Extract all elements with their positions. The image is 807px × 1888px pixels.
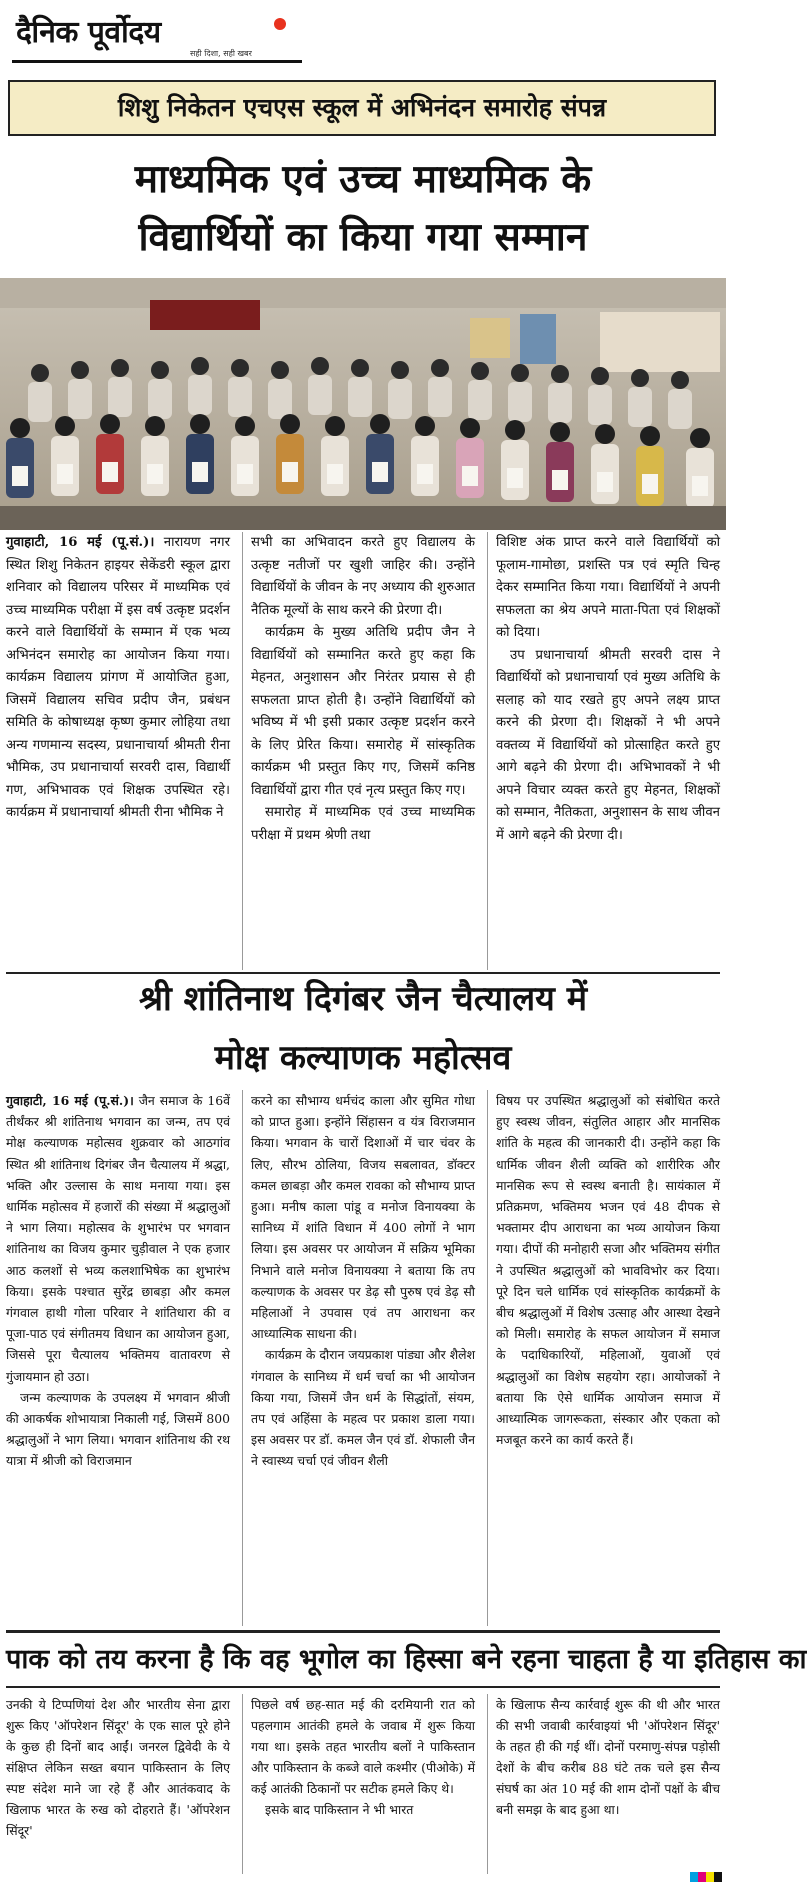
logo-dot-icon: [274, 18, 286, 30]
story1-column-2: [242, 532, 475, 970]
story3-headline: पाक को तय करना है कि वह भूगोल का हिस्सा बने रहना चाहता है या इतिहास का: [6, 1630, 720, 1688]
newspaper-name: दैनिक पूर्वोदय: [16, 15, 161, 50]
story1-col1-text: नारायण नगर स्थित शिशु निकेतन हाइयर सेकेंडरी स्कूल द्वारा शनिवार को विद्यालय परिसर में माध्यमिक एवं उच्च माध्यमिक परीक्षा में इस वर्ष उत्कृष्ट प्रदर्शन करने वाले विद्यार्थियों के सम्मान में एक भव्य अभिनंदन समारोह का आयोजन किया गया। कार्यक्रम विद्यालय प्रांगण में आयोजित हुआ, जिसमें विद्यालय सचिव प्रदीप जैन, प्रबंधन समिति के कोषाध्यक्ष कृष्ण कुमार लोहिया तथा अन्य गणमान्य सदस्य, प्रधानाचार्या श्रीमती रीना भौमिक, उप प्रधानाचार्या सरवरी दास, विद्यार्थी गण, अभिभावक एवं शिक्षक उपस्थित रहे। कार्यक्रम में प्रधानाचार्या श्रीमती रीना भौमिक ने: [6, 535, 230, 820]
story3-col2-text: पिछले वर्ष छह-सात मई की दरमियानी रात को पहलगाम आतंकी हमले के जवाब में शुरू किया गया था। इसके तहत भारतीय बलों ने पाकिस्तान और पाकिस्तान के कब्जे वाले कश्मीर (पीओके) में कई आतंकी ठिकानों पर सटीक हमले किए थे।: [251, 1697, 475, 1796]
story1-col2-p1: सभी का अभिवादन करते हुए विद्यालय के उत्कृष्ट नतीजों पर खुशी जाहिर की। उन्होंने विद्यार्थियों के जीवन के नए अध्याय की शुरुआत नैतिक मूल्यों के साथ करने की प्रेरणा दी।: [251, 535, 475, 618]
story2-col1-p1: जैन समाज के 16वें तीर्थंकर श्री शांतिनाथ भगवान का जन्म, तप एवं मोक्ष कल्याणक महोत्सव शुक्रवार को आठगांव स्थित श्री शांतिनाथ दिगंबर जैन चैत्यालय में श्रद्धा, भक्ति और उल्लास के साथ मनाया गया। इस धार्मिक महोत्सव में हजारों की संख्या में श्रद्धालुओं ने भाग लिया। महोत्सव के शुभारंभ पर भगवान शांतिनाथ का विजय कुमार चुड़ीवाल ने एक हजार आठ कलशों से भव्य कलशाभिषेक का शुभारंभ किया। इसके पश्चात सुरेंद्र छाबड़ा और कमल गंगवाल हाथी गोला परिवार ने शांतिधारा की व पूजा-पाठ एवं संगीतमय विधान का आयोजन हुआ, जिससे पूरा चैत्यालय भक्तिमय वातावरण से गुंजायमान हो उठा।: [6, 1093, 230, 1384]
story3-col3-text: के खिलाफ सैन्य कार्रवाई शुरू की थी और भारत की सभी जवाबी कार्रवाइयां भी 'ऑपरेशन सिंदूर' के तहत ही की गई थीं। दोनों परमाणु-संपन्न पड़ोसी देशों के बीच करीब 88 घंटे तक चले इस सैन्य संघर्ष का अंत 10 मई की शाम दोनों पक्षों के बीच बनी समझ के बाद हुआ था।: [496, 1697, 720, 1817]
story2-column-3: [487, 1090, 720, 1626]
story2-col2-p2: कार्यक्रम के दौरान जयप्रकाश पांड्या और शैलेश गंगवाल के सानिध्य में धर्म चर्चा का भी आयोजन किया गया, जिसमें जैन धर्म के सिद्धांतों, संयम, तप एवं अहिंसा के महत्व पर प्रकाश डाला गया। इस अवसर पर डॉ. कमल जैन एवं डॉ. शेफाली जैन ने स्वास्थ्य चर्चा एवं जीवन शैली: [251, 1347, 475, 1469]
print-color-bar: [690, 1872, 722, 1882]
story3-body: [6, 1694, 720, 1874]
story2-headline-line1: श्री शांतिनाथ दिगंबर जैन चैत्यालय में: [138, 979, 588, 1019]
story2-col3-p1: विषय पर उपस्थित श्रद्धालुओं को संबोधित करते हुए स्वस्थ जीवन, संतुलित आहार और मानसिक शांति के महत्व की जानकारी दी। उन्होंने कहा कि धार्मिक जीवन शैली व्यक्ति को शारीरिक और मानसिक रूप से स्वस्थ बनाती है। सायंकाल में प्रतिक्रमण, भक्तिमय भजन एवं 48 दीपक से भक्तामर दीप आराधना का भव्य आयोजन किया गया। दीपों की मनोहारी सजा और भक्तिमय संगीत ने उपस्थित श्रद्धालुओं को भावविभोर कर दिया। पूरे दिन चले धार्मिक एवं सांस्कृतिक कार्यक्रमों के बीच श्रद्धालुओं में विशेष उत्साह और आस्था देखने को मिली। समारोह के सफल आयोजन में समाज के पदाधिकारियों, महिलाओं, युवाओं एवं श्रद्धालुओं का विशेष सहयोग रहा। आयोजकों ने बताया कि ऐसे धार्मिक आयोजन समाज में आध्यात्मिक जागरूकता, संस्कार और एकता को मजबूत करने का कार्य करते हैं।: [496, 1093, 720, 1448]
story2-col2-p1: करने का सौभाग्य धर्मचंद काला और सुमित गोधा को प्राप्त हुआ। इन्होंने सिंहासन व यंत्र विराजमान किया। भगवान के चारों दिशाओं में चार चंवर के लिए, सौरभ ठोलिया, विजय सबलावत, डॉक्टर कमल छाबड़ा और कमल रावका को सौभाग्य प्राप्त हुआ। मनीष काला पांडू व मनोज विनायक्या के सानिध्य में शांति विधान में 400 लोगों ने भाग लिया। इस अवसर पर आयोजन में सक्रिय भूमिका निभाने वाले मनोज विनायक्या ने बताया कि तप कल्याणक के अवसर पर डेढ़ सौ पुरुष एवं डेढ़ सौ महिलाओं ने उपवास एवं तप आराधना कर आध्यात्मिक साधना की।: [251, 1093, 475, 1342]
story1-col3-p2: उप प्रधानाचार्या श्रीमती सरवरी दास ने विद्यार्थियों को प्रधानाचार्या एवं मुख्य अतिथि के सलाह को याद रखते हुए अपने लक्ष्य प्राप्त करने की प्रेरणा दी। शिक्षकों ने भी अपने वक्तव्य में विद्यार्थियों को प्रोत्साहित करते हुए आगे बढ़ने की प्रेरणा दी। अभिभावकों ने भी अपने विचार व्यक्त करते हुए मेहनत, शिक्षकों को सम्मान, नैतिकता, अनुशासन के साथ जीवन में आगे बढ़ने की प्रेरणा दी।: [496, 647, 720, 843]
story1-col2-p2: कार्यक्रम के मुख्य अतिथि प्रदीप जैन ने विद्यार्थियों को सम्मानित करते हुए कहा कि मेहनत, अनुशासन और निरंतर प्रयास से ही सफलता प्राप्त होती है। उन्होंने विद्यार्थियों को भविष्य में भी इसी प्रकार उत्कृष्ट प्रदर्शन करने के लिए प्रेरित किया। समारोह में सांस्कृतिक कार्यक्रम भी प्रस्तुत किए गए, जिसमें कनिष्ठ विद्यार्थियों द्वारा गीत एवं नृत्य प्रस्तुत किए गए।: [251, 625, 475, 798]
story1-headline-line1: माध्यमिक एवं उच्च माध्यमिक के: [134, 156, 592, 202]
masthead-rule: [12, 60, 302, 63]
story1-body: [6, 532, 720, 970]
story2-body: [6, 1090, 720, 1626]
story1-photo: [0, 278, 726, 530]
story1-column-1: [6, 532, 230, 970]
story3-column-1: [6, 1694, 230, 1874]
story1-column-3: [487, 532, 720, 970]
story3-column-2: [242, 1694, 475, 1874]
story2-dateline: गुवाहाटी, 16 मई (पू.सं.)।: [6, 1093, 134, 1108]
masthead: [12, 8, 302, 66]
story3-col1-text: उनकी ये टिप्पणियां देश और भारतीय सेना द्वारा शुरू किए 'ऑपरेशन सिंदूर' के एक साल पूरे होने के कुछ ही दिनों बाद आईं। जनरल द्विवेदी के ये संक्षिप्त लेकिन सख्त बयान पाकिस्तान के लिए स्पष्ट संदेश माने जा रहे हैं और आतंकवाद के खिलाफ भारत के रुख को दोहराते हैं। 'ऑपरेशन सिंदूर': [6, 1697, 230, 1838]
story2-column-1: [6, 1090, 230, 1626]
story3-column-3: [487, 1694, 720, 1874]
story2-column-2: [242, 1090, 475, 1626]
group-photo-image: [0, 278, 726, 530]
story1-dateline: गुवाहाटी, 16 मई (पू.सं.)।: [6, 535, 155, 550]
newspaper-tagline: सही दिशा, सही खबर: [190, 49, 252, 58]
story1-col3-p1: विशिष्ट अंक प्राप्त करने वाले विद्यार्थियों को फूलाम-गामोछा, प्रशस्ति पत्र एवं स्मृति चिन्ह देकर सम्मानित किया गया। विद्यार्थियों ने अपनी सफलता का श्रेय अपने माता-पिता एवं शिक्षकों को दिया।: [496, 535, 720, 640]
story1-col2-p3: समारोह में माध्यमिक एवं उच्च माध्यमिक परीक्षा में प्रथम श्रेणी तथा: [251, 805, 475, 843]
story3-col2-p2: इसके बाद पाकिस्तान ने भी भारत: [265, 1802, 414, 1817]
story1-kicker: शिशु निकेतन एचएस स्कूल में अभिनंदन समारोह संपन्न: [8, 80, 716, 136]
story2-headline-line2: मोक्ष कल्याणक महोत्सव: [214, 1038, 512, 1078]
story1-headline-line2: विद्यार्थियों का किया गया सम्मान: [138, 214, 588, 260]
story2-col1-p2: जन्म कल्याणक के उपलक्ष्य में भगवान श्रीजी की आकर्षक शोभायात्रा निकाली गई, जिसमें 800 श्रद्धालुओं ने भाग लिया। भगवान शांतिनाथ की रथ यात्रा में श्रीजी को विराजमान: [6, 1389, 230, 1469]
